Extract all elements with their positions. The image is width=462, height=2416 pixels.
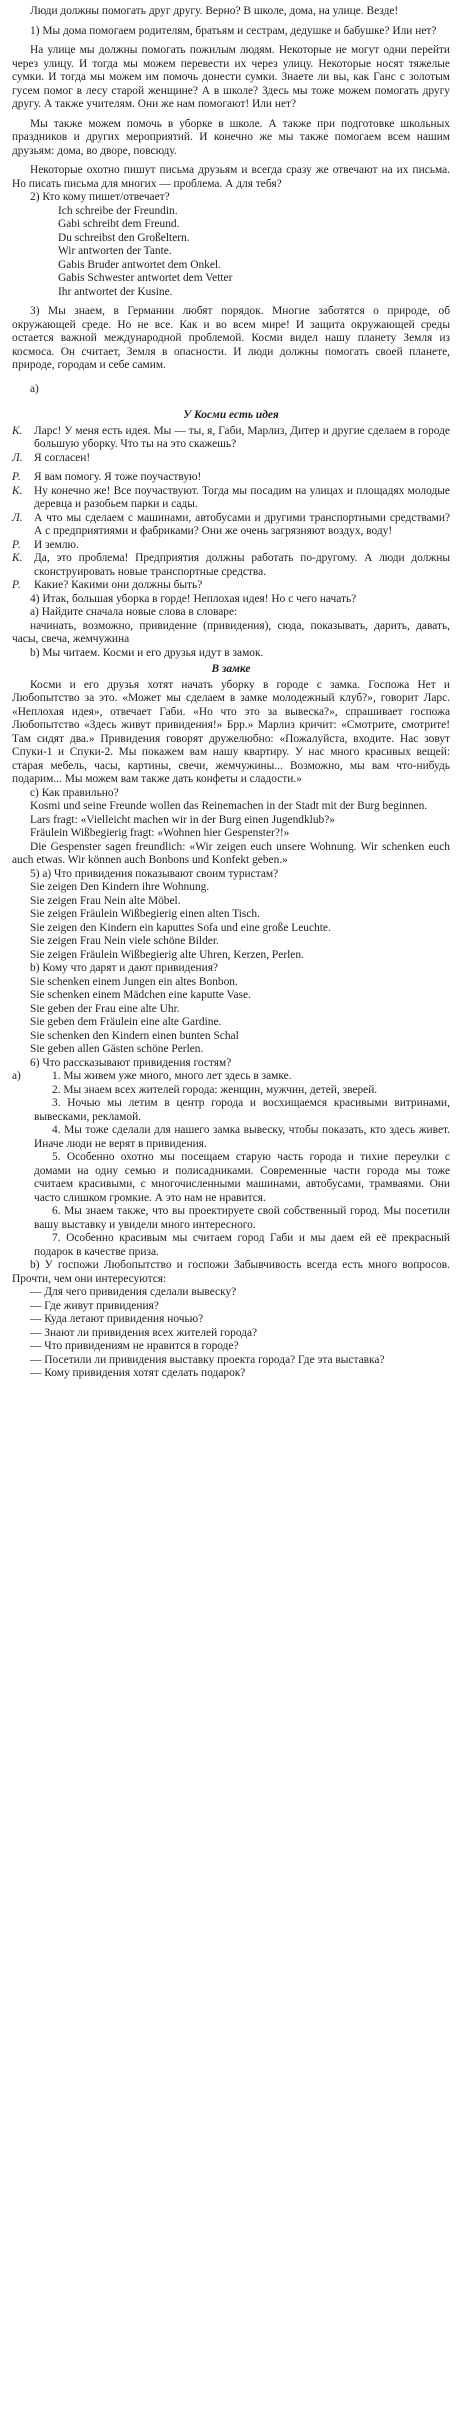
street-help-paragraph: На улице мы должны помогать пожилым людям. Некоторые не могут одни перейти через улицу. И тогда мы можем перевести их через улицу. Некоторые носят тяжелые сумки. И тогда мы можем им помочь донести сумки. Знаете ли вы, как Ганс с золотым гусем помог в лесу старой женщине? А в школе? Здесь мы тоже можем помогать другу другу. А также учителям. Они же нам помогают! Или нет? [12, 44, 450, 110]
cleanup-paragraph: Мы также можем помочь в уборке в школе. А также при подготовке школьных праздников и других мероприятий. И конечно же мы также помогаем всем нашим друзьям: дома, во дворе, повсюду. [12, 117, 450, 157]
speaker: Р. [12, 538, 21, 551]
dialogue-line [12, 579, 450, 593]
german-line: Sie zeigen Den Kindern ihre Wohnung. [30, 881, 210, 893]
exercise-5b: b) Кому что дарят и дают привидения? [30, 962, 218, 974]
dialogue-line [12, 485, 450, 512]
german-sentences-1 [12, 205, 450, 300]
line-text: И землю. [34, 538, 79, 551]
question-line: — Для чего привидения сделали вывеску? [30, 1286, 237, 1298]
german-line: Sie geben der Frau eine alte Uhr. [30, 1002, 180, 1015]
line-text: Я вам помогу. Я тоже поучаствую! [34, 471, 202, 483]
question-line: — Где живут привидения? [30, 1299, 159, 1312]
list-item: 5. Особенно охотно мы посещаем старую часть города и тихие переулки с домами на одну семью и полисадниками. Современные части города мы тоже считаем красивыми, с многочисленными машинами, автобусами, трамваями. Они часто слишком громкие. А это нам не нравится. [34, 1151, 450, 1204]
german-statement: Kosmi und seine Freunde wollen das Reinemachen in der Stadt mit der Burg beginnen. [30, 800, 428, 812]
speaker: Л. [12, 451, 23, 464]
vocabulary-list: начинать, возможно, привидение (привидения), сюда, показывать, дарить, давать, часы, свеча, жемчужина [12, 619, 450, 645]
speaker: К. [12, 424, 23, 437]
german-line: Sie zeigen den Kindern ein kaputtes Sofa und eine große Leuchte. [30, 921, 331, 934]
numbered-list [34, 1070, 450, 1259]
dialogue-line [12, 539, 450, 553]
exercise-5a: 5) а) Что привидения показывают своим туристам? [30, 867, 279, 880]
german-line: Sie schenken den Kindern einen bunten Schal [30, 1029, 239, 1042]
intro-text: Люди должны помогать друг другу. Верно? В школе, дома, на улице. Везде! [30, 5, 399, 17]
question-line: — Куда летают привидения ночью? [30, 1313, 204, 1325]
section-title-castle: В замке [211, 663, 251, 675]
list-item: 7. Особенно красивым мы считаем город Габи и мы даем ей её прекрасный подарок в качестве приза. [34, 1232, 450, 1258]
questions-list [12, 1286, 450, 1381]
exercise-3: 3) Мы знаем, в Германии любят порядок. Многие заботятся о природе, об окружающей среде. Но не все. Как и во всем мире! И защита окружающей среды остается важной международной проблемой. Косми видел нашу планету Земля из космоса. Он считает, Земля в опасности. И люди должны помогать своей планете, природе, городам и себе самим. [12, 305, 450, 371]
german-line: Sie zeigen Fräulein Wißbegierig einen alten Tisch. [30, 908, 260, 920]
exercise-6: 6) Что рассказывают привидения гостям? [30, 1056, 232, 1069]
german-line: Wir antworten der Tante. [58, 245, 172, 257]
german-line: Sie zeigen Fräulein Wißbegierig alte Uhren, Kerzen, Perlen. [30, 948, 304, 961]
question-line: — Кому привидения хотят сделать подарок? [30, 1367, 246, 1379]
german-sentences-3 [12, 976, 450, 1057]
list-item: 1. Мы живем уже много, много лет здесь в замке. [52, 1070, 292, 1082]
german-line: Sie zeigen Frau Nein viele schöne Bilder. [30, 935, 219, 947]
speaker: Р. [12, 471, 21, 483]
dialogue-line [12, 552, 450, 579]
german-line: Gabi schreibt dem Freund. [58, 218, 180, 230]
speaker: Л. [12, 511, 23, 524]
exercise-1: 1) Мы дома помогаем родителям, братьям и сестрам, дедушке и бабушке? Или нет? [30, 24, 437, 37]
question-line: — Что привидениям не нравится в городе? [30, 1340, 239, 1352]
german-line: Du schreibst den Großeltern. [58, 231, 190, 244]
question-line: — Знают ли привидения всех жителей города? [30, 1326, 258, 1339]
list-item: 3. Ночью мы летим в центр города и восхищаемся красивыми витринами, вывесками, рекламой. [34, 1097, 450, 1123]
line-text: Ларс! У меня есть идея. Мы — ты, я, Габи, Марлиз, Дитер и другие сделаем в городе большую уборку. Что ты на это скажешь? [34, 424, 450, 450]
castle-story: Косми и его друзья хотят начать уборку в городе с замка. Госпожа Нет и Любопытство за это. «Может мы сделаем в замке молодежный клуб?», говорит Ларс. «Неплохая идея», отвечает Габи. «Но что это за вывеска?», спрашивает госпожа Любопытство «Здесь живут привидения!» Брр.» Марлиз кричит: «Смотрите, смотрите! Там сидят два.» Привидения говорят дружелюбно: «Пожалуйста, входите. Нас зовут Спуки-1 и Спуки-2. Мы покажем вам нашу квартиру. У нас много красивых вещей: старая мебель, часы, картины, свечи, жемчужины... Возможно, мы вам что-нибудь подарим... Мы можем вам также дать конфеты и сладости.» [12, 678, 450, 785]
german-line: Sie schenken einem Jungen ein altes Bonbon. [30, 975, 238, 988]
line-text: А что мы сделаем с машинами, автобусами и другими транспортными средствами? А с предприятиями и фабриками? Они же очень загрязняют воздух, воду! [34, 511, 450, 537]
german-line: Sie geben dem Fräulein eine alte Gardine. [30, 1016, 222, 1028]
german-sentences-2 [12, 881, 450, 962]
section-title-idea: У Косми есть идея [183, 409, 279, 421]
exercise-2: 2) Кто кому пишет/отвечает? [30, 191, 170, 203]
german-statement: Lars fragt: «Vielleicht machen wir in der Burg einen Jugendklub?» [30, 813, 335, 826]
section-label-a: а) [30, 382, 39, 395]
german-line: Sie geben allen Gästen schöne Perlen. [30, 1043, 204, 1055]
german-line: Sie schenken einem Mädchen eine kaputte Vase. [30, 989, 251, 1001]
line-text: Я согласен! [34, 451, 91, 464]
german-line: Ihr antwortet der Kusine. [58, 285, 173, 298]
line-text: Да, это проблема! Предприятия должны работать по-другому. А люди должны сконструировать новые транспортные средства. [34, 552, 450, 578]
exercise-6b: b) У госпожи Любопытство и госпожи Забывчивость всегда есть много вопросов. Прочти, чем они интересуются: [12, 1259, 450, 1285]
dialogue-line [12, 425, 450, 452]
line-text: Какие? Какими они должны быть? [34, 579, 203, 591]
list-item: 4. Мы тоже сделали для нашего замка вывеску, чтобы показать, кто здесь живет. Иначе люди не верят в привидения. [34, 1124, 450, 1150]
letters-paragraph: Некоторые охотно пишут письма друзьям и всегда сразу же отвечают на их письма. Но писать письма для многих — проблема. А для тебя? [12, 164, 450, 190]
exercise-4b: b) Мы читаем. Косми и его друзья идут в замок. [30, 646, 264, 659]
list-item: 2. Мы знаем всех жителей города: женщин, мужчин, детей, зверей. [52, 1083, 378, 1096]
question-line: — Посетили ли привидения выставку проекта города? Где эта выставка? [30, 1353, 385, 1366]
speaker: К. [12, 552, 23, 564]
exercise-4: 4) Итак, большая уборка в горде! Неплохая идея! Но с чего начать? [30, 592, 357, 605]
german-statement: Die Gespenster sagen freundlich: «Wir zeigen euch unsere Wohnung. Wir schenken euch auch etwas. Wir können auch Bonbons und Konfekt geben.» [12, 840, 450, 866]
dialogue-line [12, 471, 450, 485]
dialogue-line [12, 452, 450, 466]
dialogue-line [12, 512, 450, 539]
exercise-4a: а) Найдите сначала новые слова в словаре: [30, 606, 238, 618]
german-statement: Fräulein Wißbegierig fragt: «Wohnen hier Gespenster?!» [30, 827, 290, 839]
dialogue [12, 425, 450, 593]
list-item: 6. Мы знаем также, что вы проектируете свой собственный город. Мы посетили вашу выставку и увидели много интересного. [34, 1205, 450, 1231]
german-line: Gabis Bruder antwortet dem Onkel. [58, 258, 221, 271]
speaker: Р. [12, 579, 21, 591]
exercise-6a-block [12, 1070, 450, 1259]
speaker: К. [12, 484, 23, 497]
line-text: Ну конечно же! Все поучаствуют. Тогда мы посадим на улицах и площадях молодые деревца и разобьем парки и сады. [34, 484, 450, 510]
exercise-4c: c) Как правильно? [30, 786, 119, 799]
german-line: Gabis Schwester antwortet dem Vetter [58, 272, 233, 284]
german-line: Sie zeigen Frau Nein alte Möbel. [30, 894, 181, 907]
section-label-a: а) [12, 1070, 21, 1082]
german-line: Ich schreibe der Freundin. [58, 204, 178, 217]
